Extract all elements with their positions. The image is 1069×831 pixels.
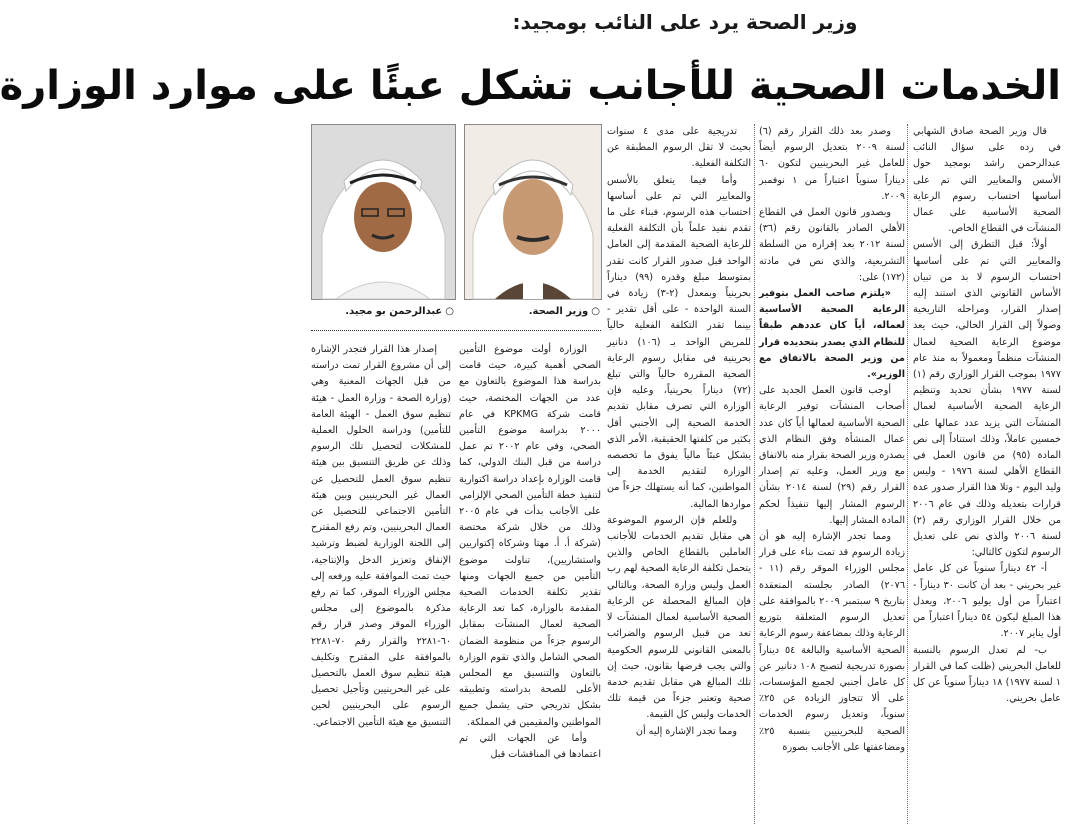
article-column-4: [459, 342, 601, 829]
mp-portrait-image: [312, 125, 455, 299]
paragraph: إصدار هذا القرار فتجدر الإشارة إلى أن مشروع القرار تمت دراسته من قبل الجهات المعنية وهي (وزارة الصحة - وزارة العمل - هيئة تنظيم سوق العمل - الهيئة العامة للتأمين) ودراسة الحلول العملية للمشكلات لتحصيل تلك الرسوم وذلك عن طريق التنسيق بين هيئة تنظيم سوق العمل للتحصيل عن العمال غير البحرينيين وبين هيئة التأمين الاجتماعي للتحصيل عن العمال البحرينيين، وتم رفع المقترح إلى اللجنة الوزارية لضبط وترشيد الإنفاق وتعزيز الدخل والإنتاجية، حيث تمت الموافقة عليه ورفعه إلى مجلس الوزراء الموقر، كما تم رفع مذكرة بالموضوع إلى مجلس الوزراء الموقر وصدر قرار رقم ٦٠-٢٢٨١ والقرار رقم ٧٠-٢٢٨١ بالموافقة على المقترح وتكليف هيئة تنظيم سوق العمل بالتحصيل على غير البحرينيين وتأجيل تحصيل الرسوم على البحرينيين لحين التنسيق مع هيئة التأمين الاجتماعي.: [311, 344, 451, 728]
column-divider: [754, 124, 755, 824]
article-headline: الخدمات الصحية للأجانب تشكل عبئًا على موارد الوزارة: [0, 63, 1061, 109]
paragraph: وصدر بعد ذلك القرار رقم (٦) لسنة ٢٠٠٩ بتعديل الرسوم أيضاً للعامل غير البحرينيين لتكون ٦٠ ديناراً سنوياً اعتباراً من ١ نوفمبر ٢٠٠٩.: [759, 126, 905, 202]
photo-section-rule: [311, 330, 601, 331]
paragraph: أ- ٤٢ ديناراً سنوياً عن كل عامل غير بحريني - بعد أن كانت ٣٠ ديناراً - اعتباراً من أول يوليو ٢٠٠٦، ويعدل هذا المبلغ ليكون ٥٤ ديناراً اعتباراً من أول يناير ٢٠٠٧.: [913, 563, 1061, 640]
paragraph: أولاً: قبل التطرق إلى الأسس والمعايير التي تم على أساسها احتساب الرسوم لا بد من تبيان الأساس القانوني الذي استند إليه إصدار القرار، ومراحله التاريخية وصولاً إلى القرار الحالي، حيث يعد موضوع الرعاية الصحية لعمال المنشآت منظماً ومعمولاً به منذ عام ١٩٧٧ بموجب القرار الوزاري رقم (١) لسنة ١٩٧٧ بشأن تحديد وتنظيم الرعاية الصحية الأساسية لعمال المنشآت التي يزيد عدد عمالها على خمسين عاملاً، وذلك استناداً إلى نص المادة (٩٥) من قانون العمل في القطاع الأهلي لسنة ١٩٧٦ - وليس وليد اليوم - وتلا هذا القرار صدور عدة قرارات بتعديله وذلك في عام ٢٠٠٦ من خلال القرار الوزاري رقم (٢) لسنة ٢٠٠٦ والذي نص على تعديل الرسوم لتكون كالتالي:: [913, 239, 1061, 559]
paragraph: ومما تجدر الإشارة إليه هو أن زيادة الرسوم قد تمت بناء على قرار مجلس الوزراء الموقر رقم (١١ - ٢٠٧٦) الصادر بجلسته المنعقدة بتاريخ ٩ سبتمبر ٢٠٠٩ بالموافقة على تعديل الرسوم المتعلقة بتوزيع الرعاية وذلك بمضاعفة رسوم الرعاية الصحية الأساسية والبالغة ٥٤ ديناراً بصورة تدريجية لتصبح ١٠٨ دنانير عن كل عامل أجنبي لجميع المؤسسات، على ألا تتجاوز الزيادة عن ٢٥٪ سنوياً، وتعديل رسوم الخدمات الصحية للبحرينيين بنسبة ٢٥٪ ومضاعفتها على الأجانب بصورة: [759, 531, 906, 753]
article-kicker: وزير الصحة يرد على النائب بومجيد:: [512, 10, 858, 34]
column-divider: [907, 124, 908, 824]
quoted-article: «يلتزم صاحب العمل بتوفير الرعاية الصحية الأساسية لعماله، أياً كان عددهم طبقاً للنظام الذي يصدر بتحديده قرار من وزير الصحة بالاتفاق مع الوزير».: [759, 288, 905, 381]
minister-photo-caption: [464, 306, 600, 317]
caption-bullet-icon: ○: [591, 306, 600, 317]
caption-bullet-icon: ○: [445, 306, 454, 317]
mp-photo-caption: [311, 306, 454, 317]
paragraph: ب- لم تعدل الرسوم بالنسبة للعامل البحريني (ظلت كما في القرار ١ لسنة ١٩٧٧) ١٨ ديناراً سنوياً عن كل عامل بحريني.: [913, 644, 1061, 705]
minister-photo: [464, 124, 602, 300]
paragraph: الوزارة أولت موضوع التأمين الصحي أهمية كبيرة، حيث قامت بدراسة هذا الموضوع بالتعاون مع عدد من الجهات المختصة، حيث قامت شركة KPKMG في عام ٢٠٠٠ بدراسة موضوع التأمين الصحي، وفي عام ٢٠٠٢ تم عمل دراسة من قبل البنك الدولي، كما قامت الوزارة بإعداد دراسة اكتوارية لتنفيذ خطة التأمين الصحي الإلزامي على الأجانب بدأت في عام ٢٠٠٥ وذلك من خلال شركة مختصة (شركة أ. أ. مهتا وشركاه إكتواريين واستشاريين)، تناولت موضوع التأمين من جميع الجهات ومنها تقدير تكلفة الخدمات الصحية المقدمة بالوزارة، كما تعد الرعاية الصحية لعمال المنشآت بمقابل الرسوم جزءاً من منظومة الضمان الصحي الشامل والذي تقوم الوزارة بالتعاون والتنسيق مع المجلس الأعلى للصحة بدراسته وتطبيقه بشكل تدريجي حتى يشمل جميع المواطنين والمقيمين في المملكة.: [459, 344, 601, 728]
caption-text: وزير الصحة.: [528, 306, 589, 317]
article-column-2: [759, 124, 905, 829]
minister-portrait-image: [465, 125, 601, 299]
paragraph: وأما عن الجهات التي تم اعتمادها في المناقشات قبل: [459, 732, 601, 761]
paragraph: أوجب قانون العمل الجديد على أصحاب المنشآت توفير الرعاية الصحية الأساسية لعمالها أياً كان عدد عمال المنشأة وفق النظام الذي يصدره وزير الصحة بقرار منه بالاتفاق مع وزير العمل، وعليه تم إصدار القرار رقم (٢٩) لسنة ٢٠١٤ بشأن الرسوم المشار إليها تنفيذاً لحكم المادة المشار إليها.: [759, 385, 905, 526]
paragraph: وللعلم فإن الرسوم الموضوعة هي مقابل تقديم الخدمات للأجانب العاملين بالقطاع الخاص والذين يتحمل تكلفة الرعاية الصحية لهم رب العمل وليس وزارة الصحة، وبالتالي فإن المبالغ المحصلة عن الرعاية الصحية الأساسية لعمال المنشآت لا تعد من قبيل الرسوم والضرائب بالمعنى القانوني للرسوم الحكومية والتي يجب فرضها بقانون، حيث إن تلك المبالغ هي مقابل تقديم خدمة صحية وتعتبر جزءاً من قيمة تلك الخدمات وليس كل القيمة.: [607, 514, 751, 721]
article-column-1: [913, 124, 1061, 829]
caption-text: عبدالرحمن بو مجيد.: [345, 306, 443, 317]
article-column-3: [607, 124, 751, 829]
paragraph: ومما تجدر الإشارة إليه أن: [635, 725, 737, 737]
mp-photo: [311, 124, 456, 300]
paragraph: وبصدور قانون العمل في القطاع الأهلي الصادر بالقانون رقم (٣٦) لسنة ٢٠١٢ بعد إقراره من السلطة التشريعية، والذي نص في مادته (١٧٢) على:: [759, 207, 905, 283]
paragraph: قال وزير الصحة صادق الشهابي في رده على سؤال النائب عبدالرحمن راشد بومجيد حول الأسس والمعايير التي تم على أساسها احتساب رسوم الرعاية الصحية الأساسية على عمال المنشآت في القطاع الخاص.: [913, 126, 1061, 235]
paragraph: وأما فيما يتعلق بالأسس والمعايير التي تم على أساسها احتساب هذه الرسوم، فبناء على ما تقدم نفيد علماً بأن التكلفة الفعلية للرعاية الصحية المقدمة إلى العامل الواحد قبل صدور القرار كانت تقدر بمتوسط مبلغ وقدره (٩٩) ديناراً بحرينياً وبمعدل (٢-٣) زيادة في السنة الواحدة - على أقل تقدير - بينما تقدر التكلفة الفعلية حالياً للمريض الواحد بـ (١٠٦) دنانير بحرينية في مقابل رسوم الرعاية الصحية المقررة حالياً والتي تبلغ (٧٢) ديناراً بحرينياً، وعليه فإن الوزارة التي تصرف مقابل تقديم الخدمة الصحية إلى الأجنبي أقل بكثير من كلفتها الحقيقية، الأمر الذي يشكل عبئاً مالياً يفوق ما تخصصه الوزارة لتقديم الخدمة إلى المواطنين، كما أنه يستهلك جزءاً من مواردها المالية.: [607, 174, 751, 510]
paragraph: تدريجية على مدى ٤ سنوات بحيث لا تقل الرسوم المطبقة عن التكلفة الفعلية.: [607, 126, 751, 170]
article-column-5: [311, 342, 451, 829]
